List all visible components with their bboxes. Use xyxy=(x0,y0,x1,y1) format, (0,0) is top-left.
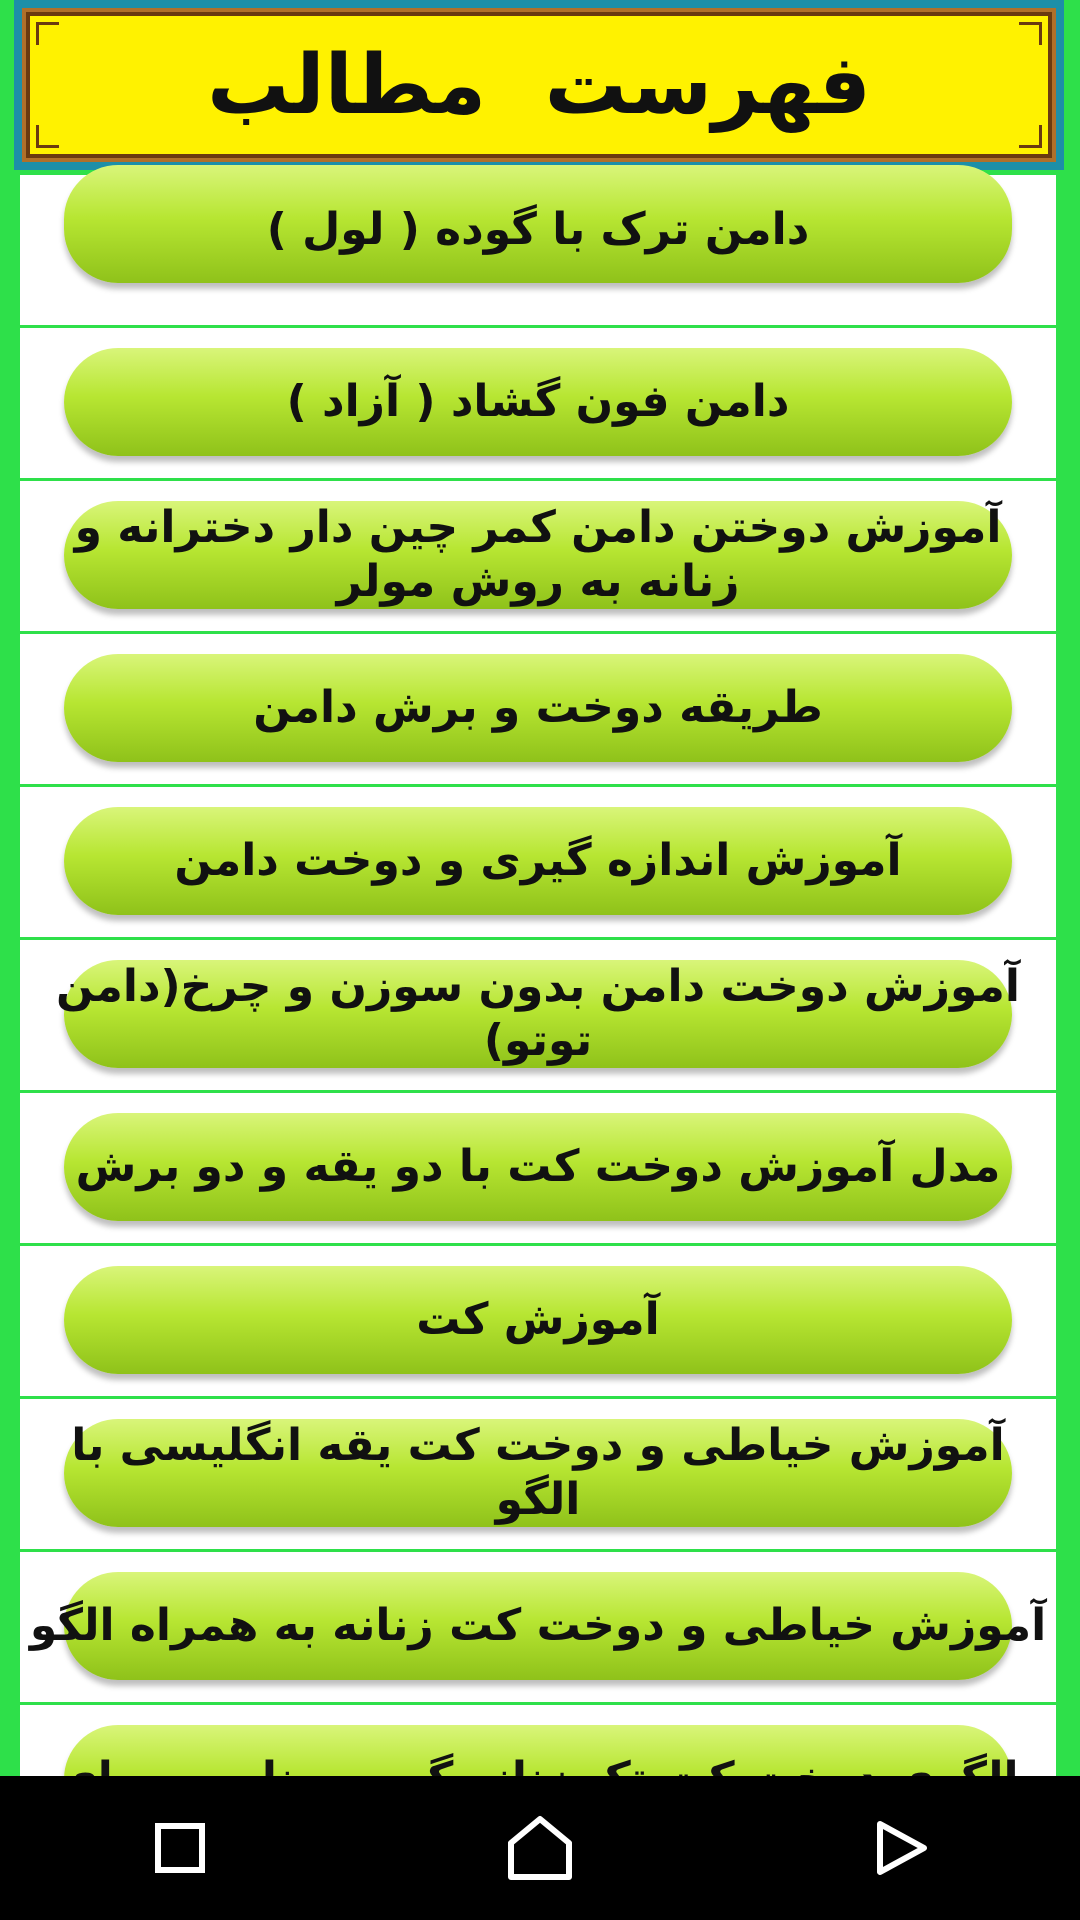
list-item[interactable] xyxy=(20,481,1056,631)
item-label[interactable]: آموزش دوختن دامن کمر چین دار دخترانه و زنانه به روش مولر xyxy=(74,502,1002,607)
item-label[interactable]: آموزش اندازه گیری و دوخت دامن xyxy=(174,835,902,886)
back-triangle-icon xyxy=(870,1818,930,1878)
corner-ornament xyxy=(36,22,59,45)
corner-ornament xyxy=(1019,22,1042,45)
list-item[interactable] xyxy=(20,175,1056,325)
item-label[interactable]: دامن ترک با گوده ( لول ) xyxy=(266,204,810,255)
item-label[interactable]: آموزش خیاطی و دوخت کت زنانه به همراه الگو xyxy=(29,1600,1047,1651)
page-title: فهرست مطالب xyxy=(207,37,871,133)
item-label[interactable]: آموزش خیاطی و دوخت کت یقه انگلیسی با الگو xyxy=(71,1420,1005,1525)
list-item[interactable] xyxy=(20,328,1056,478)
header-panel xyxy=(26,12,1052,158)
home-button[interactable] xyxy=(480,1788,600,1908)
list-item[interactable] xyxy=(20,1552,1056,1702)
back-button[interactable] xyxy=(840,1788,960,1908)
recents-square-icon xyxy=(150,1818,210,1878)
recents-button[interactable] xyxy=(120,1788,240,1908)
item-label[interactable]: مدل آموزش دوخت کت با دو یقه و دو برش xyxy=(75,1141,1001,1192)
list-item[interactable] xyxy=(20,1246,1056,1396)
list-item[interactable] xyxy=(20,940,1056,1090)
item-label[interactable]: دامن فون گشاد ( آزاد ) xyxy=(286,376,790,427)
list-item[interactable] xyxy=(20,1093,1056,1243)
item-label[interactable]: آموزش کت xyxy=(416,1294,660,1345)
header-border xyxy=(22,8,1056,162)
item-label[interactable]: طریقه دوخت و برش دامن xyxy=(253,682,823,733)
corner-ornament xyxy=(1019,125,1042,148)
content-list[interactable] xyxy=(20,175,1056,1775)
list-item[interactable] xyxy=(20,787,1056,937)
corner-ornament xyxy=(36,125,59,148)
header-banner xyxy=(14,0,1064,170)
system-navigation-bar xyxy=(0,1776,1080,1920)
home-pentagon-icon xyxy=(505,1813,575,1883)
list-item[interactable] xyxy=(20,1399,1056,1549)
item-label[interactable]: آموزش دوخت دامن بدون سوزن و چرخ(دامن توتو) xyxy=(56,961,1020,1066)
list-item[interactable] xyxy=(20,634,1056,784)
